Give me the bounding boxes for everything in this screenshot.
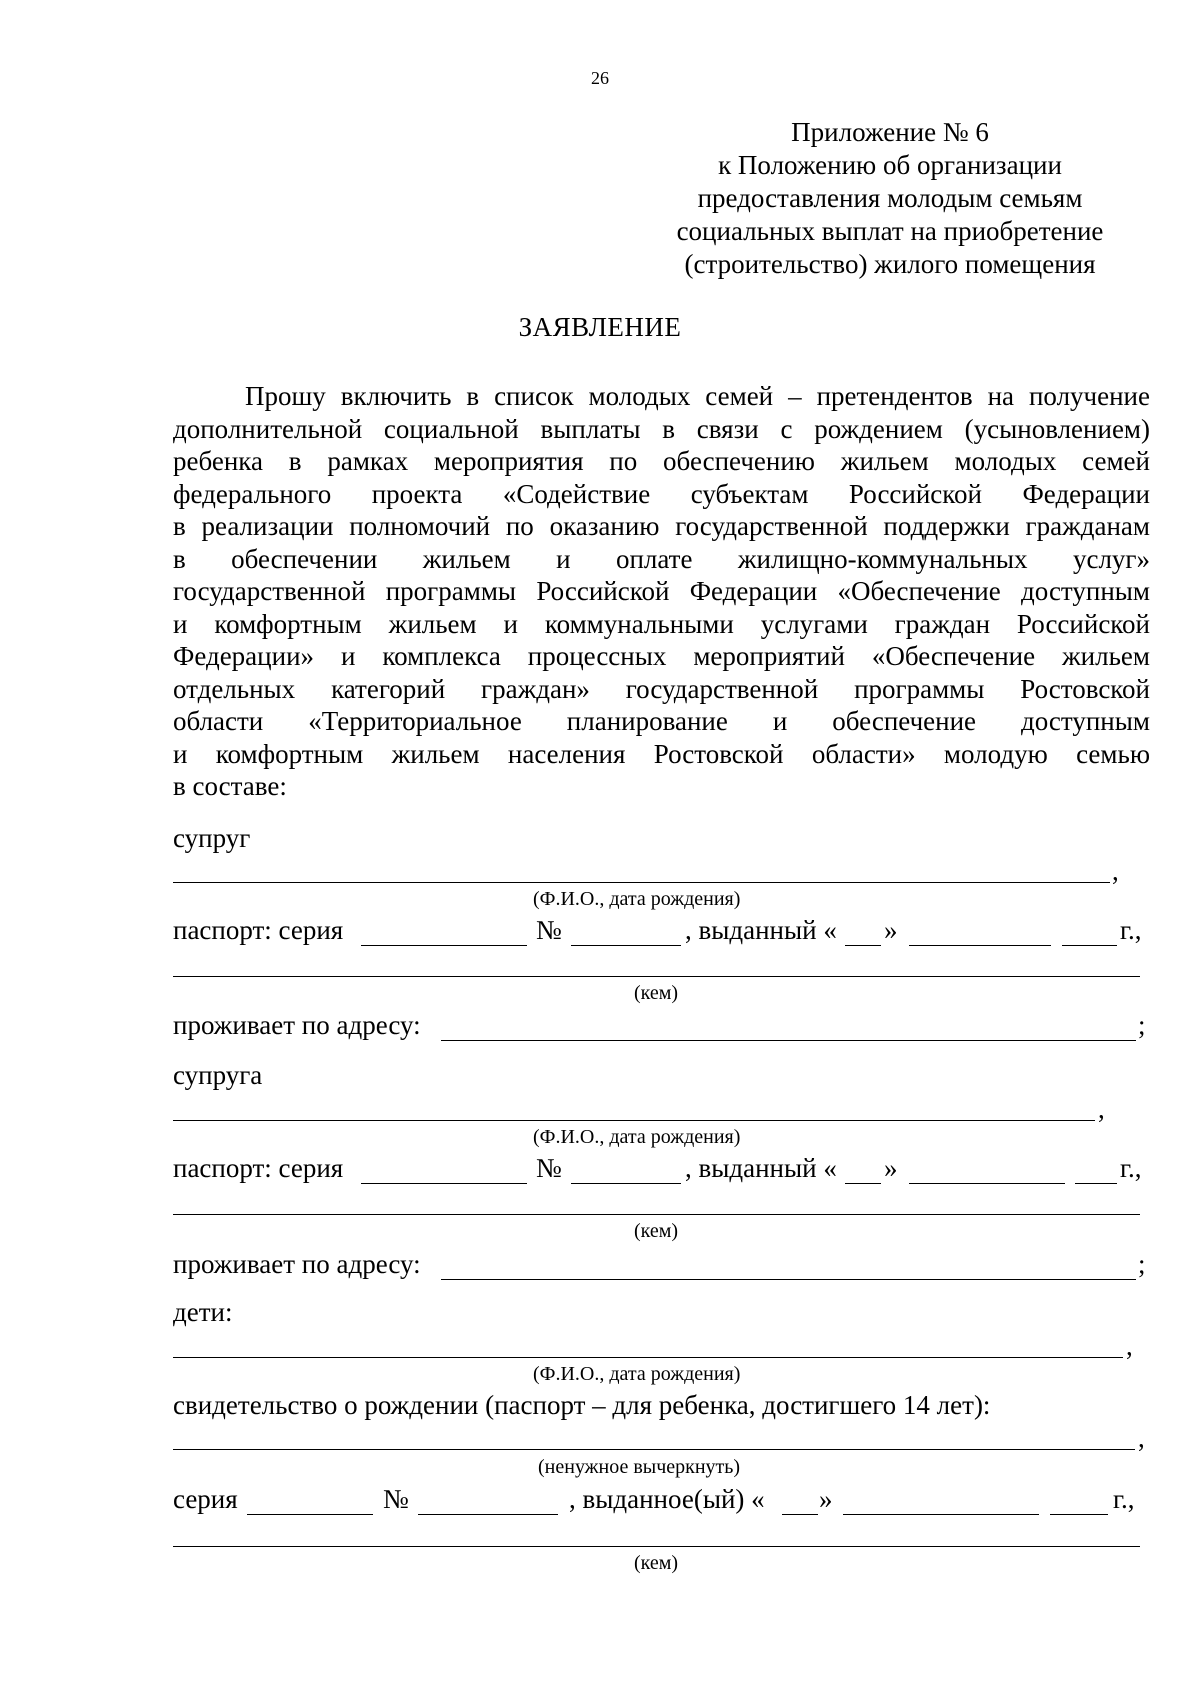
wife-passport-number-field[interactable]	[571, 1183, 681, 1184]
paragraph-line: и комфортным жильем населения Ростовской области» молодую семью	[173, 738, 1150, 769]
children-fio-field[interactable]	[173, 1357, 1123, 1358]
paragraph-line: дополнительной социальной выплаты в связи с рождением (усыновлением)	[173, 413, 1150, 444]
quote-close: »	[819, 1484, 833, 1514]
number-sign: №	[536, 915, 562, 945]
paragraph-line: в составе:	[173, 771, 287, 801]
husband-issue-year-field[interactable]	[1062, 945, 1117, 946]
number-sign: №	[536, 1153, 562, 1183]
husband-address-semicolon: ;	[1138, 1010, 1146, 1040]
husband-fio-caption: (Ф.И.О., дата рождения)	[533, 888, 741, 910]
husband-issued-by-caption: (кем)	[634, 982, 679, 1004]
husband-fio-field[interactable]	[173, 882, 1110, 883]
passport-series-label: паспорт: серия	[173, 1153, 344, 1183]
husband-passport-number-field[interactable]	[571, 945, 681, 946]
series-label: серия	[173, 1484, 238, 1514]
wife-address-field[interactable]	[441, 1279, 1136, 1280]
strike-caption: (ненужное вычеркнуть)	[538, 1456, 741, 1478]
issued-label: , выданный «	[685, 1153, 837, 1183]
certificate-series-field[interactable]	[247, 1514, 373, 1515]
wife-issue-day-field[interactable]	[845, 1183, 881, 1184]
wife-address-semicolon: ;	[1138, 1249, 1146, 1279]
passport-series-label: паспорт: серия	[173, 915, 344, 945]
document-title: ЗАЯВЛЕНИЕ	[518, 312, 682, 342]
wife-issued-by-caption: (кем)	[634, 1220, 679, 1242]
certificate-field[interactable]	[173, 1449, 1135, 1450]
number-sign: №	[383, 1484, 409, 1514]
wife-fio-field[interactable]	[173, 1120, 1095, 1121]
page-number: 26	[591, 68, 609, 88]
husband-passport-series-field[interactable]	[361, 945, 527, 946]
paragraph-line: ребенка в рамках мероприятия по обеспечению жильем молодых семей	[173, 446, 1150, 476]
appendix-line: социальных выплат на приобретение	[676, 216, 1104, 246]
wife-label: супруга	[173, 1060, 263, 1090]
quote-close: »	[884, 915, 898, 945]
wife-passport-series-field[interactable]	[361, 1183, 527, 1184]
certificate-number-field[interactable]	[418, 1514, 558, 1515]
appendix-header	[630, 116, 1150, 281]
certificate-comma: ,	[1138, 1423, 1145, 1453]
wife-fio-comma: ,	[1098, 1094, 1105, 1124]
certificate-issued-by-caption: (кем)	[634, 1552, 679, 1574]
certificate-issue-month-field[interactable]	[843, 1514, 1039, 1515]
husband-address-field[interactable]	[441, 1040, 1136, 1041]
certificate-issue-year-field[interactable]	[1050, 1514, 1108, 1515]
paragraph-line: и комфортным жильем и коммунальными услугами граждан Российской	[173, 608, 1150, 639]
husband-fio-comma: ,	[1112, 856, 1119, 886]
quote-close: »	[884, 1153, 898, 1183]
appendix-line: к Положению об организации	[718, 150, 1062, 180]
children-label: дети:	[173, 1297, 233, 1327]
husband-issued-by-field[interactable]	[173, 976, 1140, 977]
certificate-label: свидетельство о рождении (паспорт – для ребенка, достигшего 14 лет):	[173, 1390, 991, 1420]
paragraph-line: в обеспечении жильем и оплате жилищно-коммунальных услуг»	[173, 543, 1150, 574]
wife-issue-month-field[interactable]	[909, 1183, 1065, 1184]
year-label: г.,	[1120, 1153, 1142, 1183]
request-paragraph	[173, 380, 1150, 803]
paragraph-line: федерального проекта «Содействие субъектам Российской Федерации	[173, 478, 1150, 509]
paragraph-line: области «Территориальное планирование и обеспечение доступным	[173, 706, 1150, 736]
paragraph-line: Прошу включить в список молодых семей – претендентов на получение	[245, 381, 1150, 411]
issued-label: , выданный «	[685, 915, 837, 945]
certificate-issue-day-field[interactable]	[782, 1514, 818, 1515]
wife-address-label: проживает по адресу:	[173, 1249, 421, 1279]
paragraph-line: государственной программы Российской Федерации «Обеспечение доступным	[173, 576, 1150, 606]
children-fio-comma: ,	[1126, 1331, 1133, 1361]
husband-address-label: проживает по адресу:	[173, 1010, 421, 1040]
wife-issue-year-field[interactable]	[1075, 1183, 1117, 1184]
wife-issued-by-field[interactable]	[173, 1214, 1140, 1215]
children-fio-caption: (Ф.И.О., дата рождения)	[533, 1363, 741, 1385]
year-label: г.,	[1120, 915, 1142, 945]
appendix-line: Приложение № 6	[791, 117, 989, 147]
wife-fio-caption: (Ф.И.О., дата рождения)	[533, 1126, 741, 1148]
appendix-line: (строительство) жилого помещения	[684, 249, 1096, 279]
appendix-line: предоставления молодым семьям	[697, 183, 1083, 213]
certificate-issued-by-field[interactable]	[173, 1546, 1140, 1547]
issued-label: , выданное(ый) «	[569, 1484, 765, 1514]
husband-issue-day-field[interactable]	[845, 945, 881, 946]
paragraph-line: Федерации» и комплекса процессных мероприятий «Обеспечение жильем	[173, 641, 1150, 671]
paragraph-line: отдельных категорий граждан» государственной программы Ростовской	[173, 673, 1150, 704]
paragraph-line: в реализации полномочий по оказанию государственной поддержки гражданам	[173, 511, 1150, 541]
husband-label: супруг	[173, 823, 251, 853]
husband-issue-month-field[interactable]	[909, 945, 1051, 946]
year-label: г.,	[1113, 1484, 1135, 1514]
